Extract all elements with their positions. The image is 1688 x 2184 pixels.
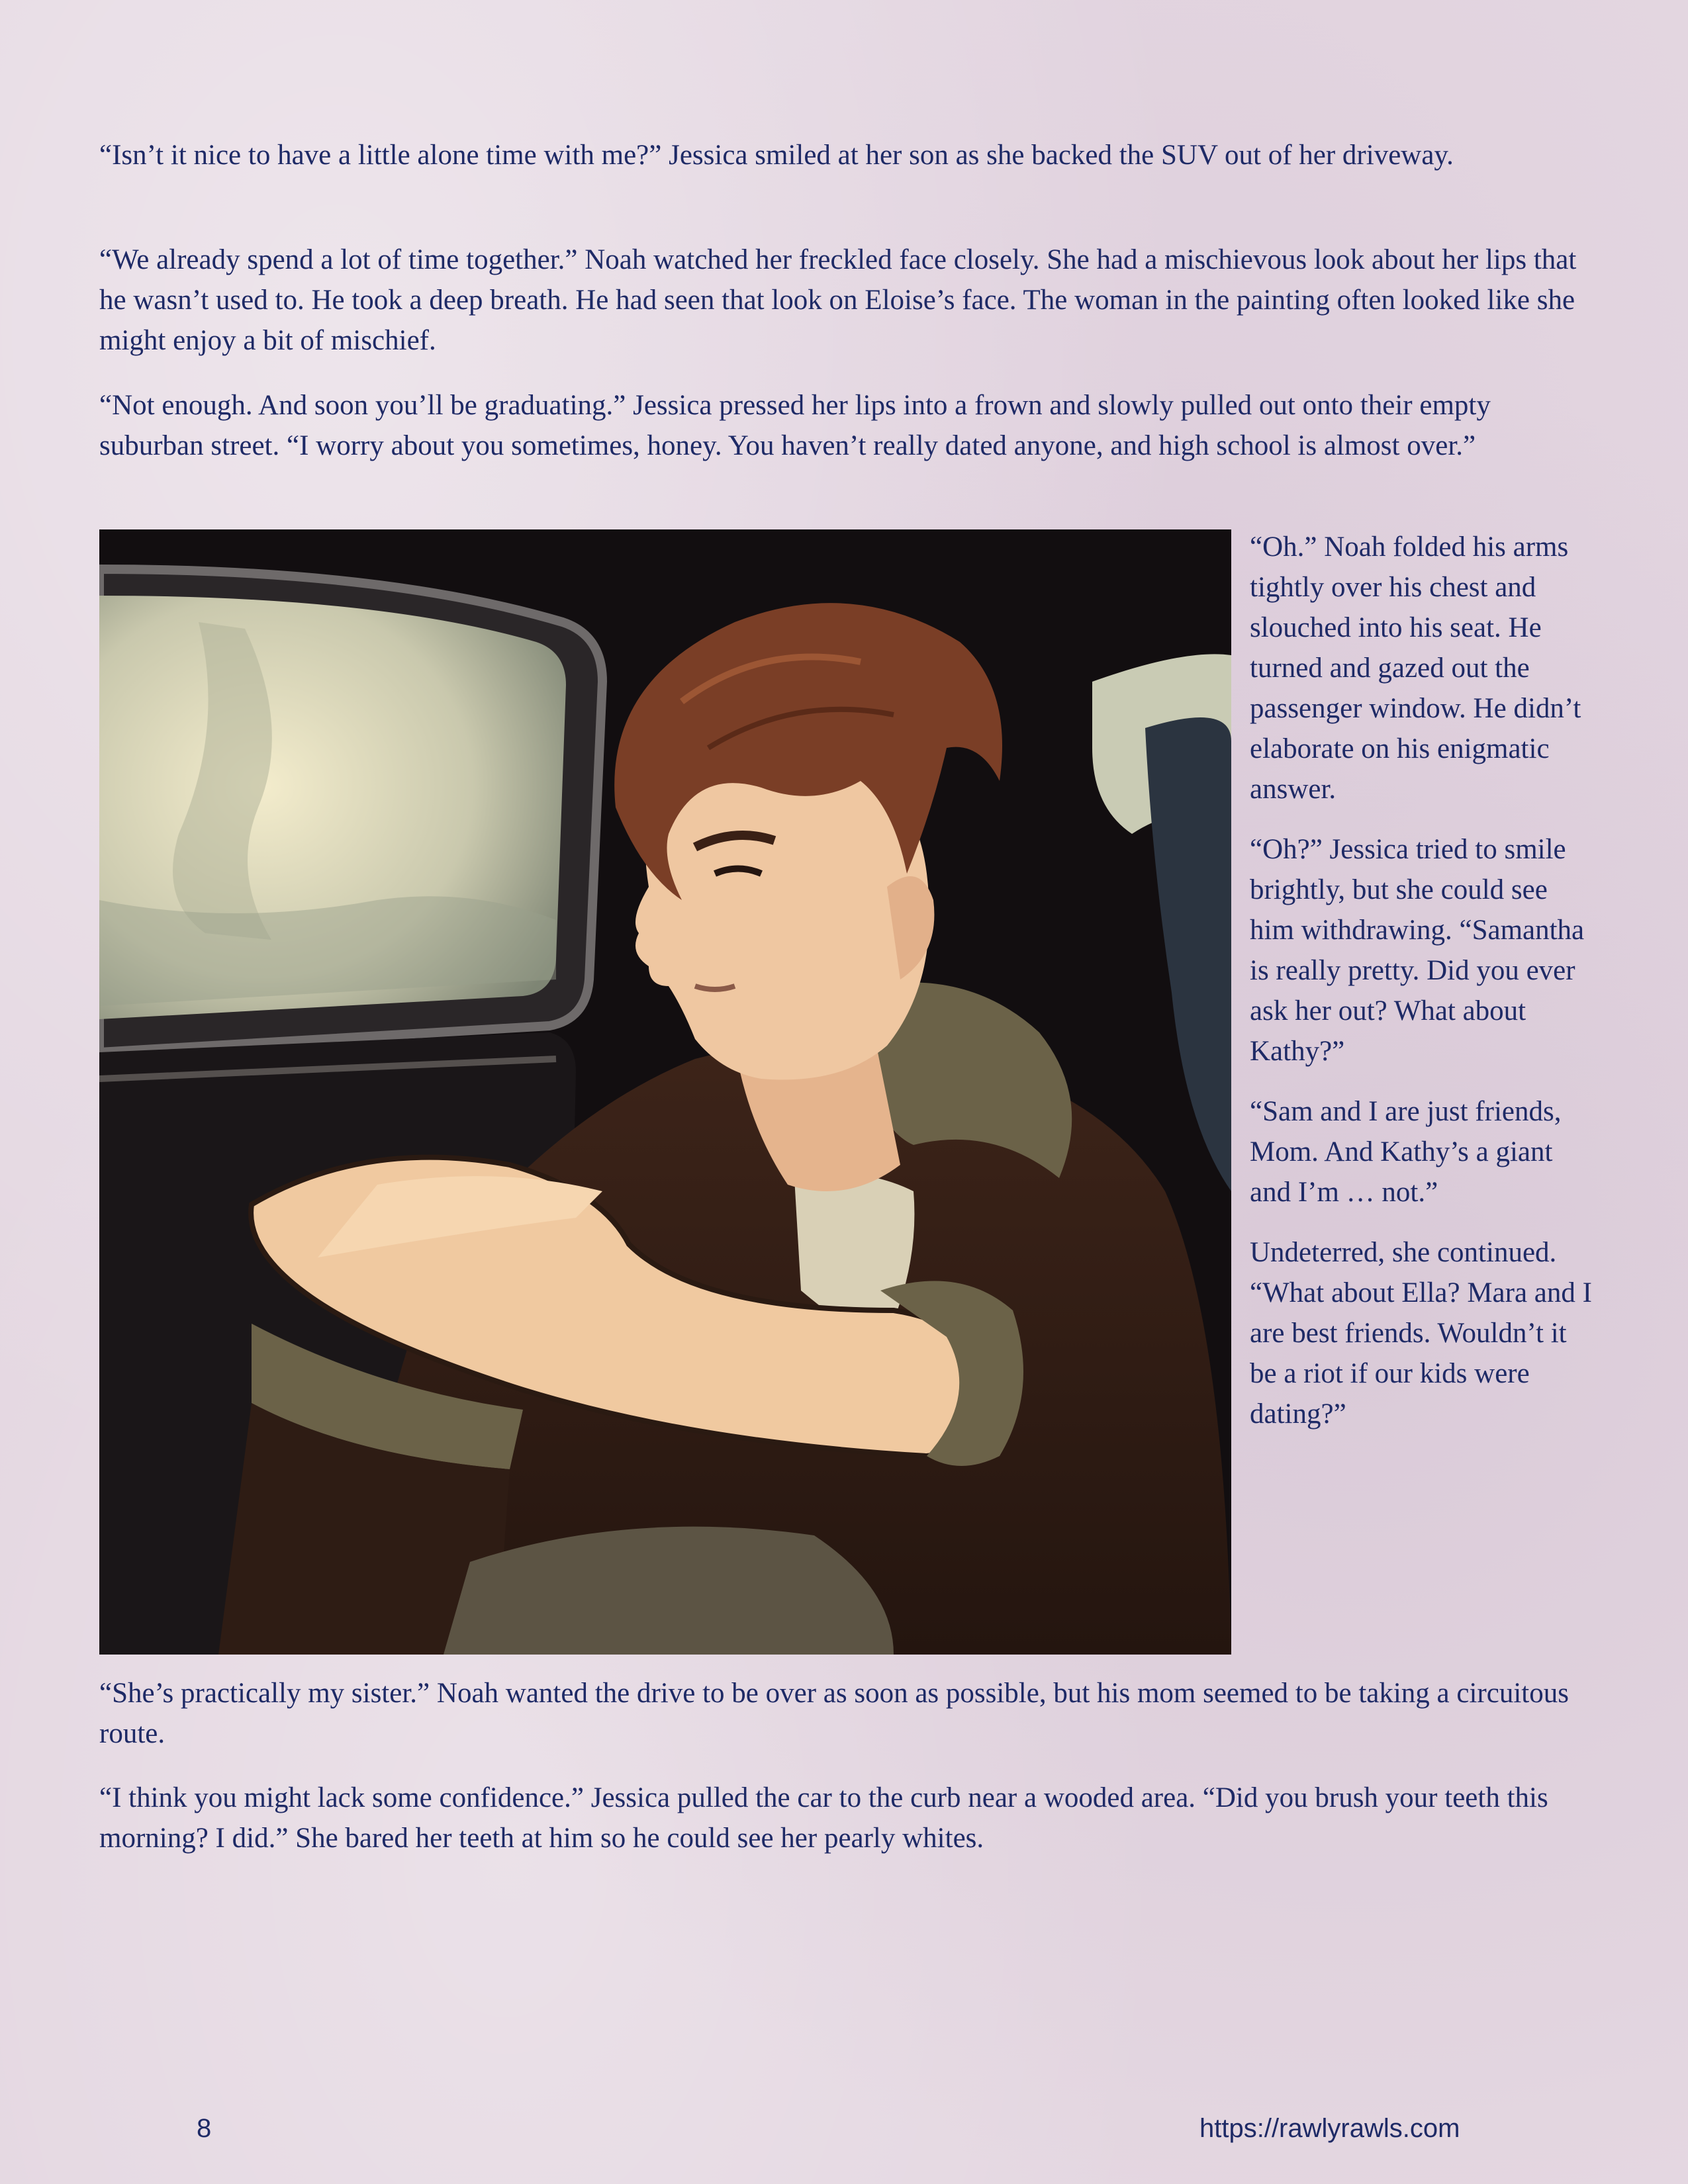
paragraph: “She’s practically my sister.” Noah wanted the drive to be over as soon as possible, but his mom seemed to be taking a circuitous route. [99,1678,1569,1749]
paragraph: “I think you might lack some confidence.” Jessica pulled the car to the curb near a wooded area. “Did you brush your teeth this morning? I did.” She bared her teeth at him so he could see her pearly whites. [99,1782,1548,1854]
paragraph: “Isn’t it nice to have a little alone time with me?” Jessica smiled at her son as she backed the SUV out of her driveway. [99,140,1454,171]
paragraph: “We already spend a lot of time together.” Noah watched her freckled face closely. She had a mischievous look about her lips that he wasn’t used to. He took a deep breath. He had seen that look on Eloise’s face. The woman in the painting often looked like she might enjoy a bit of mischief. [99,244,1577,356]
footer-url: https://rawlyrawls.com [1199,2114,1460,2143]
paragraph: “Oh?” Jessica tried to smile brightly, but she could see him withdrawing. “Samantha is really pretty. Did you ever ask her out? What about Kathy?” [1250,834,1585,1067]
side-column-text [1250,527,1594,1454]
paragraph: Undeterred, she continued. “What about Ella? Mara and I are best friends. Wouldn’t it be a riot if our kids were dating?” [1250,1237,1592,1430]
paragraph: “Not enough. And soon you’ll be graduating.” Jessica pressed her lips into a frown and slowly pulled out onto their empty suburban street. “I worry about you sometimes, honey. You haven’t really dated anyone, and high school is almost over.” [99,390,1491,461]
paragraph: “Oh.” Noah folded his arms tightly over his chest and slouched into his seat. He turned and gazed out the passenger window. He didn’t elaborate on his enigmatic answer. [1250,531,1581,805]
page-number: 8 [197,2114,212,2143]
illustration-boy-in-car [99,529,1231,1655]
paragraph: “Sam and I are just friends, Mom. And Kathy’s a giant and I’m … not.” [1250,1096,1562,1208]
